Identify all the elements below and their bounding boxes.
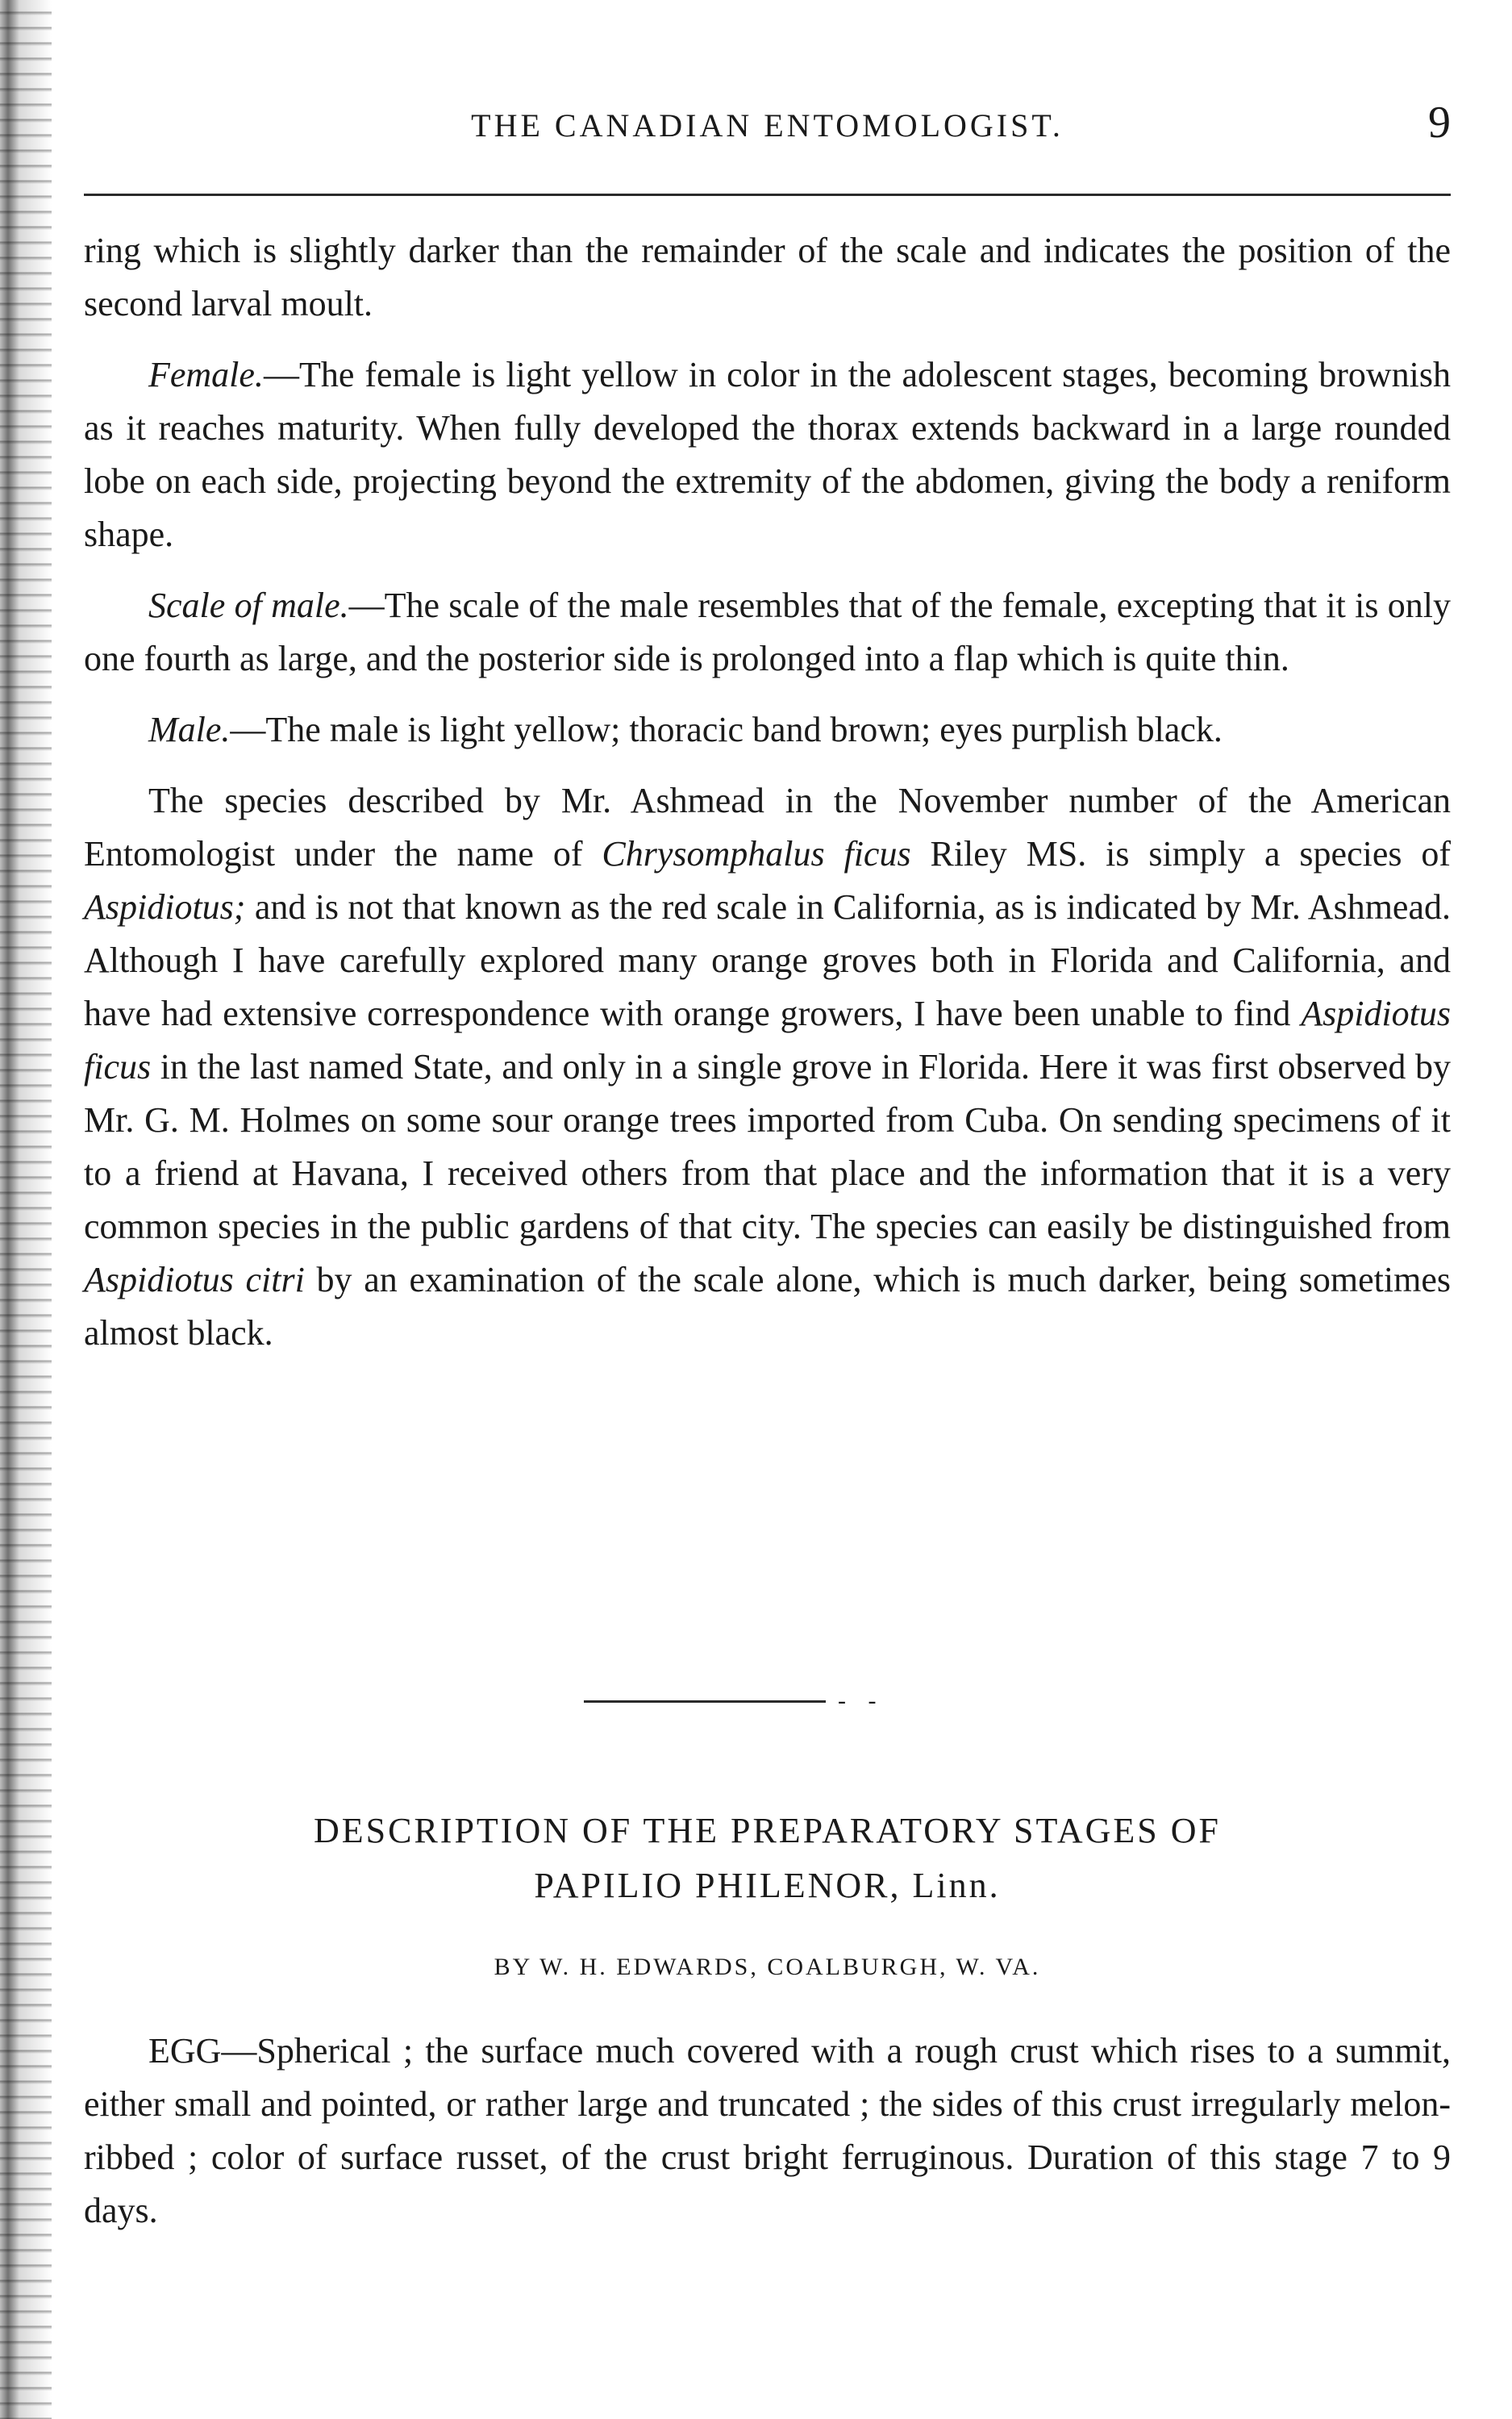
running-head — [84, 97, 1451, 153]
article-title-line: PAPILIO PHILENOR, Linn. — [534, 1866, 1001, 1905]
paragraph-female — [84, 348, 1451, 561]
paragraph-label: Female. — [148, 355, 264, 394]
running-title: THE CANADIAN ENTOMOLOGIST. — [471, 107, 1064, 144]
paragraph-text: ring which is slightly darker than the remainder of the scale and indicates the position of the second larval moult. — [84, 231, 1451, 323]
paragraph-species — [84, 774, 1451, 1360]
paragraph-text: —The female is light yellow in color in the adolescent stages, becoming brownish as it reaches maturity. When fully developed the thorax extends backward in a large rounded lobe on each side, projecting beyond the extremity of the abdomen, giving the body a reniform shape. — [84, 355, 1451, 554]
section-divider — [584, 1700, 826, 1703]
article-title — [84, 1804, 1451, 1913]
paragraph-text: by an examination of the scale alone, which is much darker, being sometimes almost black. — [84, 1260, 1451, 1353]
paragraph-label: Male. — [148, 710, 231, 749]
paragraph-text: Riley MS. is simply a species of — [910, 834, 1451, 874]
page-number: 9 — [1428, 98, 1451, 148]
paragraph-male — [84, 703, 1451, 757]
page-binding-edge — [0, 0, 52, 2419]
paragraph-scale-of-male — [84, 579, 1451, 686]
paragraph-text: —The male is light yellow; thoracic band brown; eyes purplish black. — [230, 710, 1223, 749]
paragraph-text: and is not that known as the red scale in California, as is indicated by Mr. Ashmead. Although I have carefully explored many orange groves both in Florida and California, and have had extensive correspondence with orange growers, I have been unable to find — [84, 887, 1451, 1033]
species-name: Aspidiotus citri — [84, 1260, 305, 1299]
species-name: Aspidiotus; — [84, 887, 246, 927]
paragraph-text: in the last named State, and only in a single grove in Florida. Here it was first observed by Mr. G. M. Holmes on some sour orange trees imported from Cuba. On sending specimens of it to a friend at Havana, I received others from that place and the information that it is a very common species in the public gardens of that city. The species can easily be distinguished from — [84, 1047, 1451, 1246]
article-byline: BY W. H. EDWARDS, COALBURGH, W. VA. — [494, 1954, 1041, 1980]
species-name: Aspidiotus ficus — [84, 994, 1451, 1086]
paragraph-label: Scale of male. — [148, 586, 349, 625]
article-title-line: DESCRIPTION OF THE PREPARATORY STAGES OF — [313, 1811, 1222, 1850]
body-text — [84, 224, 1451, 1378]
article-body — [84, 2025, 1451, 2238]
species-name: Chrysomphalus ficus — [602, 834, 911, 874]
paragraph-text: The species described by Mr. Ashmead in the November number of the American Entomologist under the name of — [84, 781, 1451, 874]
paragraph-text: —The scale of the male resembles that of the female, excepting that it is only one fourth as large, and the posterior side is prolonged into a flap which is quite thin. — [84, 586, 1451, 678]
section-divider-dashes: - - — [838, 1687, 885, 1714]
paragraph-continued — [84, 224, 1451, 331]
paragraph-egg: EGG—Spherical ; the surface much covered with a rough crust which rises to a summit, either small and pointed, or rather large and truncated ; the sides of this crust irregularly melon-ribbed ; color of surface russet, of the crust bright ferruginous. Duration of this stage 7 to 9 days. — [84, 2031, 1451, 2230]
header-rule — [84, 194, 1451, 196]
